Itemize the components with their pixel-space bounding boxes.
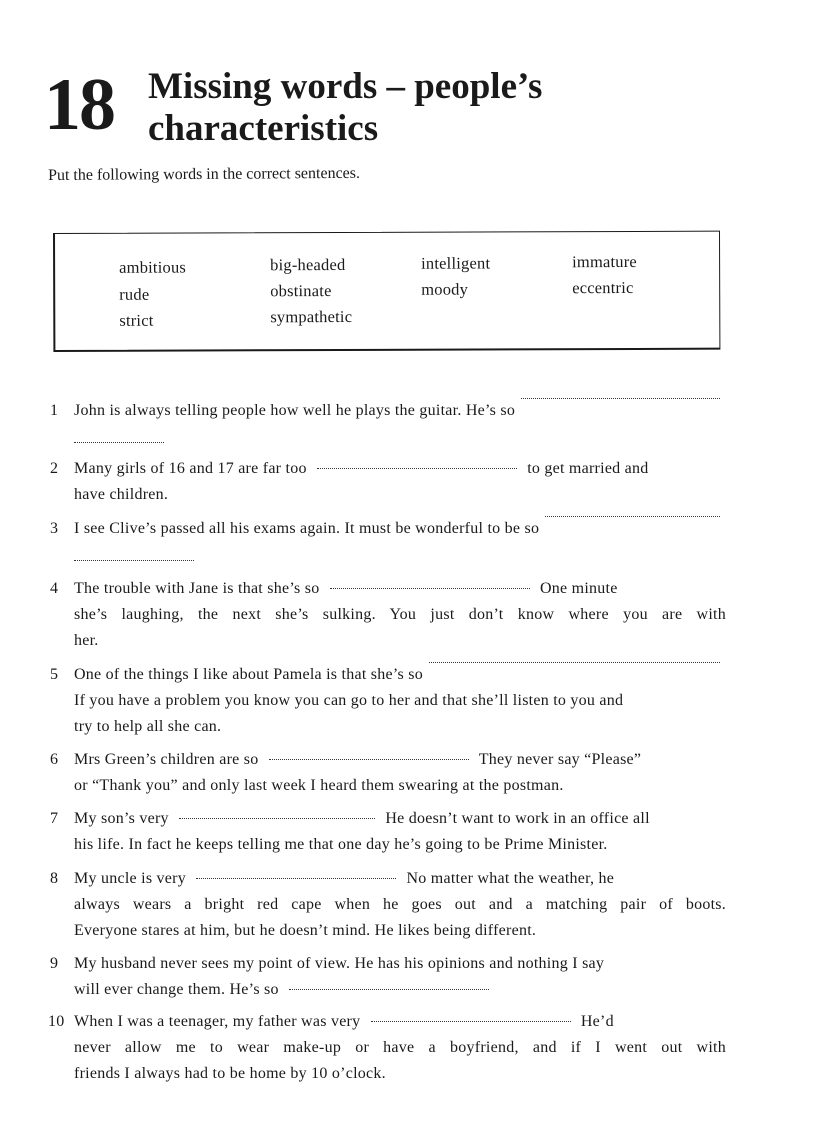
word-item: moody xyxy=(421,279,469,299)
exercise-text: I see Clive’s passed all his exams again. It must be wonderful to be so xyxy=(74,520,540,537)
exercise-9 xyxy=(50,951,726,1003)
exercise-10 xyxy=(48,1009,726,1087)
word-box xyxy=(53,231,720,352)
exercise-text: never allow me to wear make-up or have a boyfriend, and if I went out with xyxy=(74,1039,726,1056)
word-item: ambitious xyxy=(119,257,187,277)
exercise-text: They never say “Please” xyxy=(478,751,642,768)
exercise-2 xyxy=(50,456,726,508)
exercise-text: Many girls of 16 and 17 are far too xyxy=(74,460,307,477)
exercise-text: My husband never sees my point of view. He has his opinions and nothing I say xyxy=(74,955,605,972)
answer-blank[interactable] xyxy=(179,818,375,819)
exercise-7 xyxy=(50,806,726,858)
exercise-text: will ever change them. He’s so xyxy=(74,981,279,998)
exercise-text: He’d xyxy=(580,1013,614,1030)
exercise-text: John is always telling people how well he plays the guitar. He’s so xyxy=(74,402,516,419)
exercise-text: If you have a problem you know you can go to her and that she’ll listen to you and xyxy=(74,692,624,709)
word-item: sympathetic xyxy=(270,306,353,327)
instruction: Put the following words in the correct sentences. xyxy=(48,164,361,184)
exercise-number: 2 xyxy=(50,460,59,477)
exercise-5 xyxy=(50,662,726,740)
answer-blank[interactable] xyxy=(196,878,396,879)
answer-blank-continued[interactable] xyxy=(74,442,164,443)
exercise-text: she’s laughing, the next she’s sulking. You just don’t know where you are with xyxy=(74,606,726,623)
exercise-text: One of the things I like about Pamela is that she’s so xyxy=(74,666,423,683)
exercise-text: One minute xyxy=(539,580,618,597)
exercise-number: 7 xyxy=(50,810,59,827)
exercise-number: 9 xyxy=(50,955,59,972)
word-item: big-headed xyxy=(270,254,346,275)
answer-blank[interactable] xyxy=(429,662,720,663)
exercise-text: his life. In fact he keeps telling me that one day he’s going to be Prime Minister. xyxy=(74,836,608,853)
exercise-3 xyxy=(50,516,726,561)
answer-blank[interactable] xyxy=(317,468,517,469)
exercise-text: have children. xyxy=(74,486,169,503)
exercise-text: to get married and xyxy=(527,460,649,477)
answer-blank[interactable] xyxy=(330,588,530,589)
answer-blank[interactable] xyxy=(545,516,720,517)
exercise-number: 5 xyxy=(50,666,59,683)
unit-title xyxy=(148,66,542,150)
answer-blank[interactable] xyxy=(371,1021,571,1022)
exercise-number: 6 xyxy=(50,751,59,768)
exercise-text: always wears a bright red cape when he goes out and a matching pair of boots. xyxy=(74,896,726,913)
exercise-6 xyxy=(50,747,726,799)
exercise-number: 4 xyxy=(50,580,59,597)
exercise-number: 8 xyxy=(50,870,59,887)
word-item: immature xyxy=(572,251,637,272)
exercise-text: or “Thank you” and only last week I heard them swearing at the postman. xyxy=(74,777,564,794)
exercise-number: 1 xyxy=(50,402,59,419)
exercise-text: No matter what the weather, he xyxy=(406,870,615,887)
title-line-1: Missing words – people’s xyxy=(148,66,543,107)
answer-blank[interactable] xyxy=(521,398,720,399)
exercise-text: My son’s very xyxy=(74,810,169,827)
answer-blank[interactable] xyxy=(289,989,489,990)
exercise-number: 10 xyxy=(48,1013,65,1030)
exercise-text: When I was a teenager, my father was very xyxy=(74,1013,361,1030)
word-item: eccentric xyxy=(572,277,634,298)
exercise-number: 3 xyxy=(50,520,59,537)
answer-blank-continued[interactable] xyxy=(74,560,194,561)
exercise-text: My uncle is very xyxy=(74,870,186,887)
unit-number: 18 xyxy=(44,64,114,146)
word-item: obstinate xyxy=(270,281,332,301)
word-item: strict xyxy=(119,310,154,330)
exercise-8 xyxy=(50,866,726,944)
title-line-2: characteristics xyxy=(148,108,379,149)
word-item: intelligent xyxy=(421,253,491,273)
exercise-text: friends I always had to be home by 10 o’clock. xyxy=(74,1065,386,1082)
word-item: rude xyxy=(119,284,150,304)
exercise-1 xyxy=(50,398,726,443)
answer-blank[interactable] xyxy=(269,759,469,760)
exercise-text: He doesn’t want to work in an office all xyxy=(385,810,650,827)
exercise-text: Mrs Green’s children are so xyxy=(74,751,259,768)
exercise-4 xyxy=(50,576,726,654)
exercise-text: try to help all she can. xyxy=(74,718,222,735)
exercise-text: The trouble with Jane is that she’s so xyxy=(74,580,320,597)
exercise-text: Everyone stares at him, but he doesn’t mind. He likes being different. xyxy=(74,922,537,939)
unit-header xyxy=(44,66,764,166)
exercise-text: her. xyxy=(74,632,99,649)
